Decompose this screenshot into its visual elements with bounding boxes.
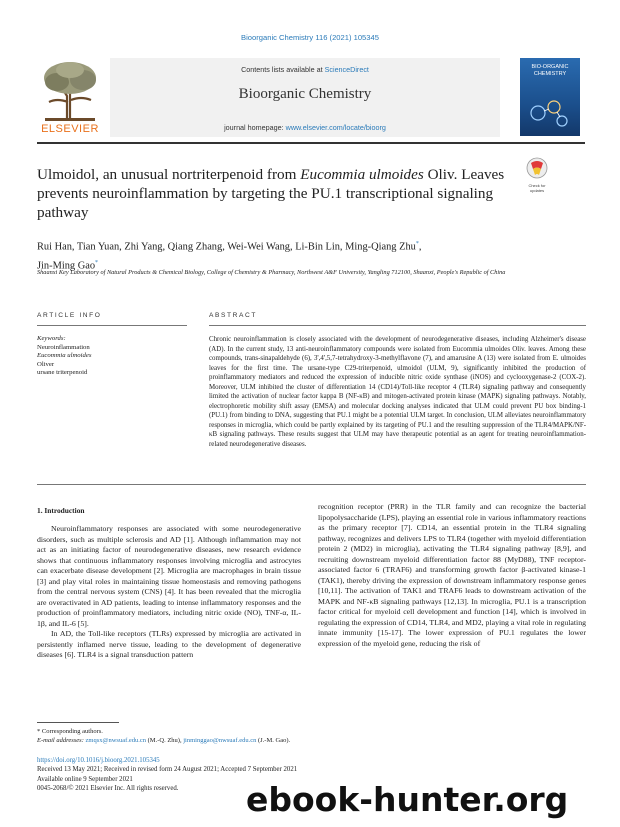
check-for-updates-button[interactable]: [523, 157, 551, 193]
footnote: [37, 727, 457, 745]
article-info-rule: [37, 325, 187, 326]
received-dates: Received 13 May 2021; Received in revised form 24 August 2021; Accepted 7 September 2021: [37, 766, 298, 774]
title-species: Eucommia ulmoides: [300, 166, 424, 183]
email-link-1[interactable]: zmqsx@nwsuaf.edu.cn: [85, 737, 147, 744]
authors-separator: ,: [418, 241, 422, 253]
available-online: Available online 9 September 2021: [37, 775, 133, 783]
journal-name: Bioorganic Chemistry: [238, 86, 372, 102]
watermark-text: ebook-hunter.org: [246, 780, 569, 819]
contents-line: [110, 65, 500, 74]
keywords-block: [37, 335, 187, 378]
header-rule: [37, 142, 585, 144]
journal-homepage-link[interactable]: www.elsevier.com/locate/bioorg: [285, 123, 386, 132]
affiliation: Shaanxi Key Laboratory of Natural Products & Chemical Biology, College of Chemistry & Pharmacy, Northwest A&F University, Yangling 712100, Shaanxi, People's Republic of China: [37, 269, 506, 276]
cover-molecule-graphic: [524, 95, 576, 131]
keyword-item: Neuroinflammation: [37, 343, 90, 351]
email-link-2[interactable]: jinminggao@nwsuaf.edu.cn: [183, 737, 257, 744]
abstract-label: ABSTRACT: [209, 312, 257, 319]
keywords-label: Keywords:: [37, 335, 66, 342]
introduction-right-column: recognition receptor (PRR) in the TLR family and can recognize the bacterial lipopolysaccharide (LPS), playing an essential role in various inflammatory reactions as the primary receptor [7]. CD14, an essential protein in the TLR4 signaling pathway, recognizes and delivers LPS to TLR4 (together with myeloid differentiation protein 2 (MD2) in microglia), activating the TLR4 signaling pathway [8,9], and recruiting downstream myeloid differentiation factor 88 (MyD88), TNF receptor-associated factor 6 (TRAF6) and transforming growth factor β-activated kinase-1 (TAK1), thereby driving the expression of downstream inflammatory response genes [10,11]. The activation of TAK1 and TRAF6 leads to downstream activation of the MAPK and NF-κB signaling pathways [12,13]. In microglia, PU.1 is a transcription factor critical for myeloid cell development and function [14], which is involved in regulating the expression of CD14, TLR4, and MD2, playing a vital role in regulating innate immunity [15-17]. The lower expression of PU.1 regulates the lower expression of the myeloid gene, reducing the risk of: [318, 502, 586, 648]
email-owner-1: (M.-Q. Zhu),: [146, 737, 184, 744]
copyright: 0045-2068/© 2021 Elsevier Inc. All rights reserved.: [37, 785, 179, 793]
abstract-bottom-rule: [37, 484, 586, 485]
homepage-line: [110, 123, 500, 132]
cover-title: BIO-ORGANIC CHEMISTRY: [531, 64, 569, 77]
check-updates-label: Check for updates: [528, 183, 546, 193]
abstract-text: Chronic neuroinflammation is closely associated with the development of neurodegenerative diseases, including Alzheimer's disease (AD). In the current study, 13 anti-neuroinflammatory compounds were isolated from Eucommia ulmoides Oliv. leaves. Among these compounds, trans-sinapaldehyde (6), 3',4',5,7-tetrahydroxy-3-methylflavone (7), and amarusine A (13) were isolated from E. ulmoides leaves for the first time. The ursane-type C29-triterpenoid, ulmoidol (ULM, 9), significantly inhibited the production of proinflammatory mediators and reduced the expression of inducible nitric oxide synthase (iNOS) and cyclooxygenase-2 (COX-2). Moreover, ULM inhibited the cluster of differentiation 14 (CD14)/Toll-like receptor 4 (TLR4) signaling pathway and consequently limited the activation of nuclear factor kappa B (NF-κB) and mitogen-activated protein kinase (MAPK) signaling pathways. Notably, electrophoretic mobility shift assay (EMSA) and molecular docking analyses indicated that ULM could prevent PU box binding-1 (PU.1) from binding to DNA, suggesting that PU.1 might be a potential ULM target. In conclusion, ULM alleviates neuroinflammatory responses in microglia, which could be partly explained by its targeting of PU.1 and the resulting suppression of the TLR4/MAPK/NF-κB signaling pathways. These results suggest that ULM may have therapeutic potential as an agent for treating neuroinflammation-related neurodegenerative diseases.: [209, 336, 586, 448]
email-label: E-mail addresses:: [37, 737, 86, 744]
authors-line-1: Rui Han, Tian Yuan, Zhi Yang, Qiang Zhang, Wei-Wei Wang, Li-Bin Lin, Ming-Qiang Zhu: [37, 241, 416, 253]
intro-paragraph-2: In AD, the Toll-like receptors (TLRs) expressed by microglia are activated in persistently inflamed nerve tissue, leading to the development of degenerative diseases [6]. TLR4 is a signal transduction pattern: [37, 629, 301, 659]
title-part-2: Oliv. Leaves prevents neuroinflammation by targeting the PU.1 transcriptional signaling pathway: [37, 166, 505, 221]
journal-citation[interactable]: Bioorganic Chemistry 116 (2021) 105345: [241, 33, 379, 42]
article-info-label: ARTICLE INFO: [37, 312, 102, 319]
homepage-prefix: journal homepage:: [224, 123, 286, 132]
corresponding-mark-2[interactable]: *: [95, 260, 99, 267]
corresponding-mark-1[interactable]: *: [415, 241, 419, 247]
corresponding-authors-note: * Corresponding authors.: [37, 728, 103, 735]
contents-prefix: Contents lists available at: [241, 65, 325, 74]
introduction-heading: 1. Introduction: [37, 506, 85, 515]
keyword-item: Eucommia ulmoides: [37, 352, 92, 360]
introduction-left-column: [37, 524, 301, 661]
authors-line-2: Jin-Ming Gao: [37, 260, 96, 272]
keyword-item: ursane triterpenoid: [37, 369, 88, 377]
article-title: [37, 165, 507, 222]
doi-link[interactable]: https://doi.org/10.1016/j.bioorg.2021.105345: [37, 757, 160, 764]
intro-paragraph-1: Neuroinflammatory responses are associated with some neurodegenerative disorders, such as multiple sclerosis and AD [1]. Although inflammation may not act as an initiating factor of neurodegenerative diseases, new research evidence shows that continuous inflammatory responses involving microglia and astrocytes can exacerbate disease development [2]. Microglia are macrophages in brain tissue [3] and play vital roles in maintaining tissue homeostasis and removing pathogens from the central nervous system (CNS) [4]. It has been revealed that the microglia are overactivated in AD patients, leading to intense inflammatory responses and the production of proinflammatory mediators, including nitric oxide (NO), TNF-α, IL-1β, and IL-6 [5].: [37, 524, 301, 628]
sciencedirect-link[interactable]: ScienceDirect: [324, 65, 369, 74]
keyword-item: Oliver: [37, 360, 55, 368]
email-line: [37, 736, 457, 745]
title-part-1: Ulmoidol, an unusual nortriterpenoid from: [37, 166, 301, 183]
abstract-rule: [209, 325, 586, 326]
email-owner-2: (J.-M. Gao).: [256, 737, 291, 744]
elsevier-wordmark: ELSEVIER: [41, 123, 99, 135]
footnote-rule: [37, 722, 119, 723]
